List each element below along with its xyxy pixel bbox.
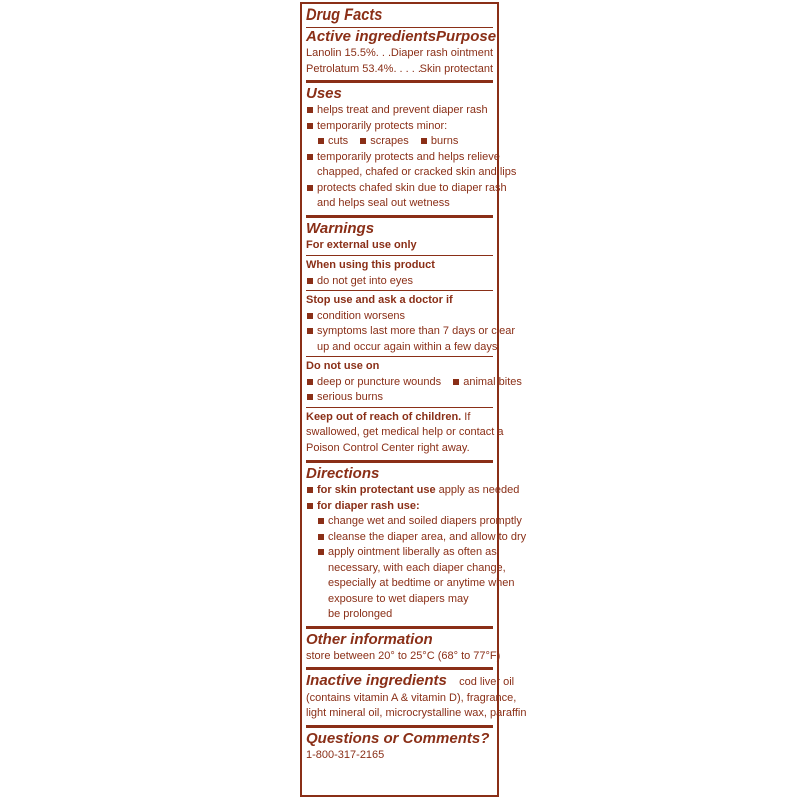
keep-out-block <box>306 407 504 458</box>
stop-use-item-cont: up and occur again within a few days <box>317 340 498 353</box>
diaper-step: change wet and soiled diapers promptly <box>317 514 493 530</box>
questions-section <box>306 725 493 764</box>
inactive-line <box>306 672 515 691</box>
directions-section <box>306 460 527 623</box>
ingredient-purpose: Skin protectant <box>419 62 493 75</box>
purpose-heading: Purpose <box>436 28 497 45</box>
uses-item: helps treat and prevent diaper rash <box>306 103 493 119</box>
diaper-step: cleanse the diaper area, and allow to dry <box>317 530 493 546</box>
diaper-use-heading: for diaper rash use: <box>306 499 493 515</box>
do-not-use-block <box>306 356 522 407</box>
minor-item: burns <box>420 134 459 150</box>
uses-section <box>306 80 517 212</box>
stop-use-block <box>306 290 516 356</box>
inactive-first: cod liver oil <box>459 676 515 688</box>
active-section <box>306 4 497 77</box>
ingredient-purpose: Diaper rash ointment <box>390 47 493 59</box>
stop-use-heading: Stop use and ask a doctor if <box>306 294 453 306</box>
drug-facts-panel <box>300 2 527 797</box>
minor-item: scrapes <box>359 134 409 150</box>
ingredient-name: Petrolatum 53.4% <box>306 62 394 75</box>
uses-item: protects chafed skin due to diaper rash <box>306 181 493 197</box>
directions-heading: Directions <box>306 465 380 482</box>
stop-use-item: condition worsens <box>306 309 493 325</box>
phone-number: 1-800-317-2165 <box>306 748 385 761</box>
inactive-section <box>306 667 527 722</box>
drug-facts-title: Drug Facts <box>306 5 383 24</box>
minor-item: cuts <box>317 134 348 150</box>
leader-dots <box>393 62 419 78</box>
other-info-section <box>306 626 501 665</box>
do-not-use-row <box>306 375 522 391</box>
external-use: For external use only <box>306 238 417 251</box>
skin-use-text: apply as needed <box>435 484 520 496</box>
uses-item-cont: and helps seal out wetness <box>317 197 450 209</box>
uses-item-cont: chapped, chafed or cracked skin and lips <box>317 166 517 178</box>
leader-dots <box>376 46 391 62</box>
keep-out-line: Poison Control Center right away. <box>306 441 470 454</box>
inactive-line: (contains vitamin A & vitamin D), fragrance, <box>306 691 517 704</box>
do-not-use-item: animal bites <box>452 375 522 391</box>
active-ingredients-heading: Active ingredients <box>306 28 437 45</box>
keep-out-text: If <box>461 410 471 423</box>
directions-item <box>306 483 520 499</box>
ingredient-row <box>306 62 493 78</box>
keep-out-line <box>306 410 493 426</box>
uses-item: temporarily protects minor: <box>306 119 493 135</box>
diaper-step-cont: be prolonged <box>328 608 393 620</box>
warnings-section <box>306 215 522 458</box>
uses-item: temporarily protects and helps relieve <box>306 150 493 166</box>
ingredient-name: Lanolin 15.5% <box>306 47 376 59</box>
when-using-item: do not get into eyes <box>306 274 493 290</box>
diaper-step: apply ointment liberally as often as <box>317 545 493 561</box>
keep-out-line: swallowed, get medical help or contact a <box>306 426 504 438</box>
keep-out-bold: Keep out of reach of children. <box>306 410 462 423</box>
warnings-heading: Warnings <box>306 219 375 237</box>
other-info-heading: Other information <box>306 630 433 648</box>
when-using-block <box>306 255 493 290</box>
uses-heading: Uses <box>306 85 342 102</box>
storage-text: store between 20° to 25°C (68° to 77°F) <box>306 649 501 662</box>
do-not-use-item: serious burns <box>306 390 493 406</box>
questions-heading: Questions or Comments? <box>306 729 490 747</box>
inactive-line: light mineral oil, microcrystalline wax, paraffin <box>306 707 527 719</box>
do-not-use-item: deep or puncture wounds <box>306 375 441 391</box>
diaper-step-cont: exposure to wet diapers may <box>328 592 469 605</box>
diaper-step-cont: necessary, with each diaper change, <box>328 561 506 574</box>
do-not-use-heading: Do not use on <box>306 360 380 372</box>
active-header-row <box>306 27 497 46</box>
when-using-heading: When using this product <box>306 259 435 271</box>
ingredient-row <box>306 46 493 62</box>
inactive-heading: Inactive ingredients <box>306 672 447 689</box>
stop-use-item: symptoms last more than 7 days or clear <box>306 324 493 340</box>
minor-list <box>306 134 493 150</box>
skin-use-bold: for skin protectant use <box>317 484 436 496</box>
diaper-step-cont: especially at bedtime or anytime when <box>328 577 515 589</box>
